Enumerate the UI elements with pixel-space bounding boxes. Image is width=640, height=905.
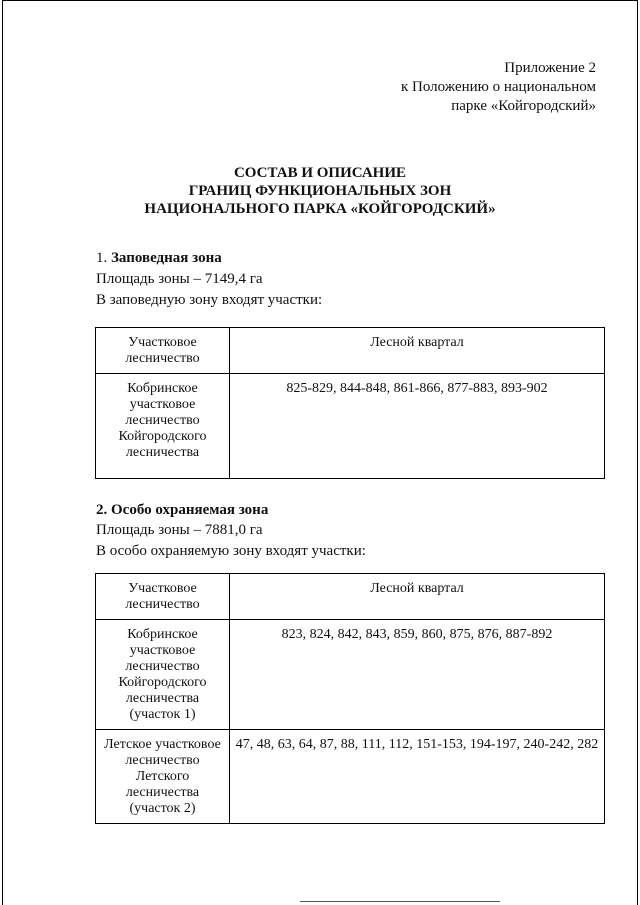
- forestry-cell: Летское участковое лесничество Летского лесничества (участок 2): [96, 730, 230, 824]
- table-header-row: [96, 328, 605, 374]
- section-1-heading: [96, 248, 222, 268]
- section-2-area: Площадь зоны – 7881,0 га: [96, 522, 263, 538]
- section-1-table: [95, 327, 605, 479]
- header-quarter: Лесной квартал: [230, 328, 605, 374]
- quarter-cell: 47, 48, 63, 64, 87, 88, 111, 112, 151-153, 194-197, 240-242, 282: [230, 730, 605, 824]
- page-edge-left: [2, 0, 3, 905]
- appendix-line-3: парке «Койгородский»: [451, 98, 596, 114]
- quarter-cell: 825-829, 844-848, 861-866, 877-883, 893-902: [230, 374, 605, 479]
- forestry-cell: Кобринское участковое лесничество Койгородского лесничества (участок 1): [96, 620, 230, 730]
- forestry-cell: Кобринское участковое лесничество Койгородского лесничества: [96, 374, 230, 479]
- section-1-number: 1.: [96, 250, 108, 266]
- appendix-line-2: к Положению о национальном: [401, 79, 596, 95]
- section-1-title: Заповедная зона: [111, 250, 222, 266]
- table-row: [96, 374, 605, 479]
- section-1-area: Площадь зоны – 7149,4 га: [96, 271, 263, 287]
- appendix-line-1: Приложение 2: [504, 60, 596, 76]
- title-line-3: НАЦИОНАЛЬНОГО ПАРКА «КОЙГОРОДСКИЙ»: [144, 201, 496, 217]
- scan-artifact-line: [300, 901, 500, 902]
- appendix-note: [401, 59, 596, 116]
- section-2-table: [95, 573, 605, 824]
- header-forestry: Участковое лесничество: [96, 328, 230, 374]
- section-2-intro: В особо охраняемую зону входят участки:: [96, 543, 366, 559]
- section-1-intro: В заповедную зону входят участки:: [96, 292, 323, 308]
- table-row: [96, 620, 605, 730]
- header-forestry: Участковое лесничество: [96, 574, 230, 620]
- document-title: [0, 164, 640, 218]
- title-line-1: СОСТАВ И ОПИСАНИЕ: [233, 165, 407, 181]
- title-line-2: ГРАНИЦ ФУНКЦИОНАЛЬНЫХ ЗОН: [188, 183, 452, 199]
- header-quarter: Лесной квартал: [230, 574, 605, 620]
- table-row: [96, 730, 605, 824]
- section-2-title: 2. Особо охраняемая зона: [96, 502, 269, 518]
- section-2-heading: [96, 500, 268, 520]
- quarter-cell: 823, 824, 842, 843, 859, 860, 875, 876, 887-892: [230, 620, 605, 730]
- page-edge-right: [637, 0, 638, 905]
- page-edge-top: [2, 0, 638, 1]
- table-header-row: [96, 574, 605, 620]
